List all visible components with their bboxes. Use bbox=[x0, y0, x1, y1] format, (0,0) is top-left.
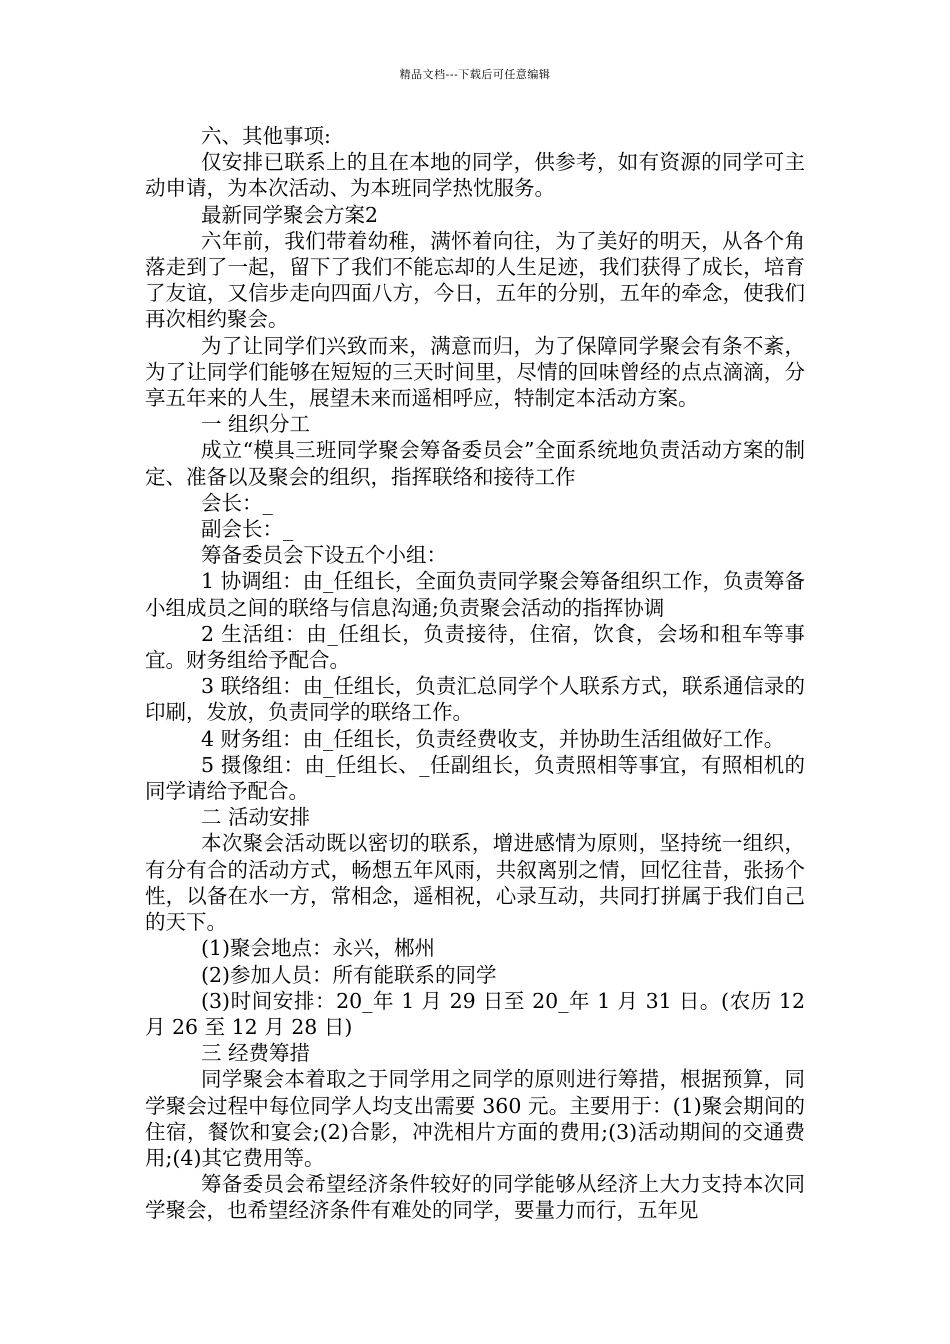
group-item: 1 协调组：由_任组长，全面负责同学聚会筹备组织工作，负责筹备小组成员之间的联络与信息沟通;负责聚会活动的指挥协调 bbox=[145, 569, 805, 620]
list-item-schedule: (3)时间安排：20_年 1 月 29 日至 20_年 1 月 31 日。(农历 12 月 26 至 12 月 28 日) bbox=[145, 988, 805, 1039]
section-heading-funding: 三 经费筹措 bbox=[201, 1041, 311, 1066]
document-body bbox=[145, 123, 805, 1224]
group-item: 3 联络组：由_任组长，负责汇总同学个人联系方式，联系通信录的印刷，发放，负责同学的联络工作。 bbox=[145, 674, 805, 725]
paragraph: 本次聚会活动既以密切的联系，增进感情为原则，坚持统一组织，有分有合的活动方式，畅想五年风雨，共叙离别之情，回忆往昔，张扬个性，以备在水一方，常相念，遥相祝，心录互动，共同打拼属于我们自己的天下。 bbox=[145, 831, 805, 935]
paragraph: 为了让同学们兴致而来，满意而归，为了保障同学聚会有条不紊，为了让同学们能够在短短的三天时间里，尽情的回味曾经的点点滴滴，分享五年来的人生，展望未来而遥相呼应，特制定本活动方案。 bbox=[145, 333, 805, 411]
paragraph: 筹备委员会希望经济条件较好的同学能够从经济上大力支持本次同学聚会，也希望经济条件有难处的同学，要量力而行，五年见 bbox=[145, 1172, 805, 1223]
document-subtitle: 最新同学聚会方案2 bbox=[201, 202, 379, 227]
vice-president-line: 副会长：_ bbox=[201, 517, 294, 542]
group-item: 5 摄像组：由_任组长、_任副组长，负责照相等事宜，有照相机的同学请给予配合。 bbox=[145, 752, 805, 804]
paragraph: 成立“模具三班同学聚会筹备委员会”全面系统地负责活动方案的制定、准备以及聚会的组织，指挥联络和接待工作 bbox=[145, 438, 805, 489]
paragraph: 筹备委员会下设五个小组： bbox=[201, 543, 447, 568]
group-item: 2 生活组：由_任组长，负责接待，住宿，饮食，会场和租车等事宜。财务组给予配合。 bbox=[145, 621, 805, 673]
page-header: 精品文档---下载后可任意编辑 bbox=[399, 68, 551, 81]
president-line: 会长：_ bbox=[201, 490, 273, 515]
section-heading-organization: 一 组织分工 bbox=[201, 412, 311, 437]
paragraph: 六年前，我们带着幼稚，满怀着向往，为了美好的明天，从各个角落走到了一起，留下了我们不能忘却的人生足迹，我们获得了成长，培育了友谊，又信步走向四面八方，今日，五年的分别，五年的牵念，使我们再次相约聚会。 bbox=[145, 228, 805, 332]
section-heading-activities: 二 活动安排 bbox=[201, 805, 311, 830]
list-item-location: (1)聚会地点：永兴，郴州 bbox=[201, 936, 436, 961]
group-item: 4 财务组：由_任组长，负责经费收支，并协助生活组做好工作。 bbox=[201, 726, 785, 751]
paragraph: 同学聚会本着取之于同学用之同学的原则进行筹措，根据预算，同学聚会过程中每位同学人均支出需要 360 元。主要用于：(1)聚会期间的住宿，餐饮和宴会;(2)合影，冲洗相片方面的费用;(3)活动期间的交通费用;(4)其它费用等。 bbox=[145, 1067, 805, 1170]
paragraph: 仅安排已联系上的且在本地的同学，供参考，如有资源的同学可主动申请，为本次活动、为本班同学热忱服务。 bbox=[145, 150, 805, 201]
section-heading-other-matters: 六、其他事项: bbox=[201, 124, 331, 148]
list-item-participants: (2)参加人员：所有能联系的同学 bbox=[201, 962, 497, 987]
